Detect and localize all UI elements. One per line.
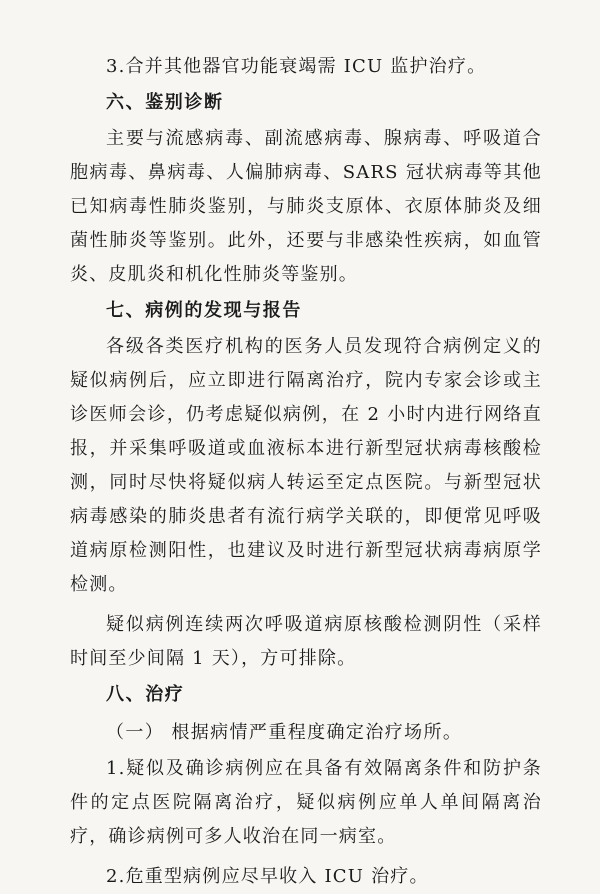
section-6-heading: 六、鉴别诊断 [106, 92, 224, 113]
section-6-body: 主要与流感病毒、副流感病毒、腺病毒、呼吸道合胞病毒、鼻病毒、人偏肺病毒、SARS 冠状病毒等其他已知病毒性肺炎鉴别，与肺炎支原体、衣原体肺炎及细菌性肺炎等鉴别。此外，还要与非感染性疾病，如血管炎、皮肌炎和机化性肺炎等鉴别。 [70, 128, 542, 285]
section-7-heading: 七、病例的发现与报告 [106, 300, 302, 321]
section-8-heading: 八、治疗 [106, 684, 185, 705]
section-7-body-2: 疑似病例连续两次呼吸道病原核酸检测阴性（采样时间至少间隔 1 天），方可排除。 [70, 614, 542, 669]
section-8-subheading-1: （一） 根据病情严重程度确定治疗场所。 [106, 722, 463, 743]
item-3: 3.合并其他器官功能衰竭需 ICU 监护治疗。 [106, 56, 487, 77]
section-8-item-2: 2.危重型病例应尽早收入 ICU 治疗。 [106, 866, 429, 887]
section-7-body-1: 各级各类医疗机构的医务人员发现符合病例定义的疑似病例后，应立即进行隔离治疗，院内专家会诊或主诊医师会诊，仍考虑疑似病例，在 2 小时内进行网络直报，并采集呼吸道或血液标本进行新型冠状病毒核酸检测，同时尽快将疑似病人转运至定点医院。与新型冠状病毒感染的肺炎患者有流行病学关联的，即便常见呼吸道病原检测阳性，也建议及时进行新型冠状病毒病原学检测。 [70, 336, 542, 595]
section-8-item-1: 1.疑似及确诊病例应在具备有效隔离条件和防护条件的定点医院隔离治疗，疑似病例应单人单间隔离治疗，确诊病例可多人收治在同一病室。 [70, 758, 542, 847]
